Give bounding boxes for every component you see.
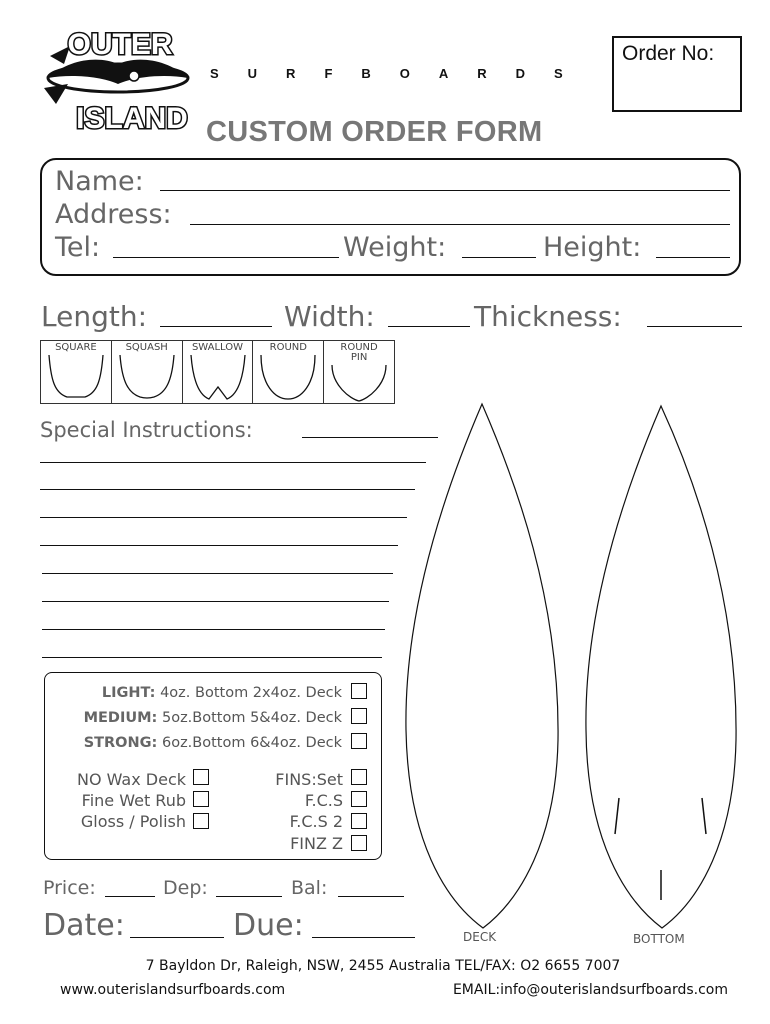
bal-field[interactable] (338, 896, 404, 897)
round-pin-tail-icon (324, 341, 394, 403)
tail-label: SQUASH (125, 342, 168, 353)
length-label: Length: (41, 300, 148, 333)
tail-shape-selector (40, 340, 395, 404)
tail-swallow[interactable] (183, 341, 254, 403)
order-number-box[interactable] (612, 36, 742, 112)
brand-name: SURFBOARDS (210, 66, 592, 81)
instructions-line[interactable] (42, 629, 385, 630)
tail-label: ROUND (269, 342, 307, 353)
dep-label: Dep: (163, 877, 208, 899)
finish-gloss-polish-checkbox[interactable] (193, 813, 209, 829)
height-label: Height: (543, 232, 642, 263)
instructions-line[interactable] (40, 489, 415, 490)
instructions-line[interactable] (40, 545, 398, 546)
price-label: Price: (43, 877, 96, 899)
surfboard-diagrams (400, 400, 750, 940)
glass-light (102, 685, 342, 701)
bottom-board-outline (586, 406, 736, 928)
dep-field[interactable] (216, 896, 282, 897)
address-label: Address: (55, 199, 172, 230)
height-field[interactable] (656, 257, 730, 258)
instructions-line[interactable] (42, 601, 389, 602)
instructions-line[interactable] (40, 517, 407, 518)
special-instructions-label: Special Instructions: (40, 418, 253, 442)
glass-medium-checkbox[interactable] (351, 708, 367, 724)
finish-no-wax-label: NO Wax Deck (76, 770, 186, 789)
name-label: Name: (55, 166, 144, 197)
tail-round[interactable] (253, 341, 324, 403)
instructions-line[interactable] (42, 573, 393, 574)
fins-fcs-label: F.C.S (304, 791, 343, 810)
instructions-line[interactable] (42, 657, 382, 658)
date-field[interactable] (130, 937, 224, 938)
glass-light-checkbox[interactable] (351, 683, 367, 699)
square-tail-icon (41, 341, 111, 403)
finish-gloss-polish-label: Gloss / Polish (80, 812, 186, 831)
deck-board-outline (406, 404, 558, 928)
tail-label: SQUARE (55, 342, 97, 353)
width-label: Width: (284, 300, 375, 333)
glass-strong-checkbox[interactable] (351, 733, 367, 749)
fins-fcs-checkbox[interactable] (351, 791, 367, 807)
weight-label: Weight: (343, 232, 447, 263)
fins-finz-checkbox[interactable] (351, 835, 367, 851)
logo-text-bottom: ISLAND (76, 102, 188, 135)
due-label: Due: (233, 908, 304, 943)
tail-squash[interactable] (112, 341, 183, 403)
finish-fine-wet-rub-checkbox[interactable] (193, 791, 209, 807)
thickness-label: Thickness: (474, 300, 622, 333)
address-field[interactable] (190, 224, 730, 225)
glass-medium (84, 710, 342, 726)
fins-finz-label: FINZ Z (290, 834, 343, 853)
fins-fcs2-checkbox[interactable] (351, 813, 367, 829)
tail-round-pin[interactable] (324, 341, 394, 403)
fins-fcs2-label: F.C.S 2 (289, 812, 343, 831)
length-field[interactable] (160, 326, 272, 327)
spec-label: 5oz.Bottom 5&4oz. Deck (161, 710, 342, 726)
glass-strong (84, 735, 342, 751)
tail-label: SWALLOW (191, 342, 244, 353)
fins-set-checkbox[interactable] (351, 769, 367, 785)
finish-no-wax-checkbox[interactable] (193, 769, 209, 785)
spec-label: 6oz.Bottom 6&4oz. Deck (161, 735, 342, 751)
tel-label: Tel: (55, 232, 101, 263)
weight-field[interactable] (462, 257, 536, 258)
footer-email[interactable]: EMAIL:info@outerislandsurfboards.com (452, 982, 728, 998)
deck-label: DECK (463, 930, 497, 944)
side-fin-left (615, 798, 619, 834)
grade-label: LIGHT: (101, 685, 156, 701)
width-field[interactable] (388, 326, 470, 327)
price-field[interactable] (105, 896, 155, 897)
squash-tail-icon (112, 341, 182, 403)
thickness-field[interactable] (647, 326, 742, 327)
spec-label: 4oz. Bottom 2x4oz. Deck (160, 685, 342, 701)
bal-label: Bal: (291, 877, 328, 899)
side-fin-right (702, 798, 706, 834)
bottom-label: BOTTOM (633, 932, 685, 946)
round-tail-icon (253, 341, 323, 403)
grade-label: STRONG: (83, 735, 158, 751)
footer-address: 7 Bayldon Dr, Raleigh, NSW, 2455 Australia TEL/FAX: O2 6655 7007 (145, 958, 621, 974)
order-number-label: Order No: (622, 42, 715, 65)
fins-set-label: FINS:Set (275, 770, 343, 789)
name-field[interactable] (160, 190, 730, 191)
date-label: Date: (43, 908, 125, 943)
form-title: CUSTOM ORDER FORM (206, 116, 543, 148)
instructions-line[interactable] (40, 462, 426, 463)
finish-fine-wet-rub-label: Fine Wet Rub (81, 791, 186, 810)
swallow-tail-icon (183, 341, 253, 403)
tail-label: ROUND PIN (340, 342, 378, 363)
logo-text-top: OUTER (67, 28, 173, 61)
brand-logo (40, 18, 192, 140)
tel-field[interactable] (113, 257, 339, 258)
grade-label: MEDIUM: (83, 710, 158, 726)
tail-square[interactable] (41, 341, 112, 403)
footer-website[interactable]: www.outerislandsurfboards.com (60, 982, 286, 998)
